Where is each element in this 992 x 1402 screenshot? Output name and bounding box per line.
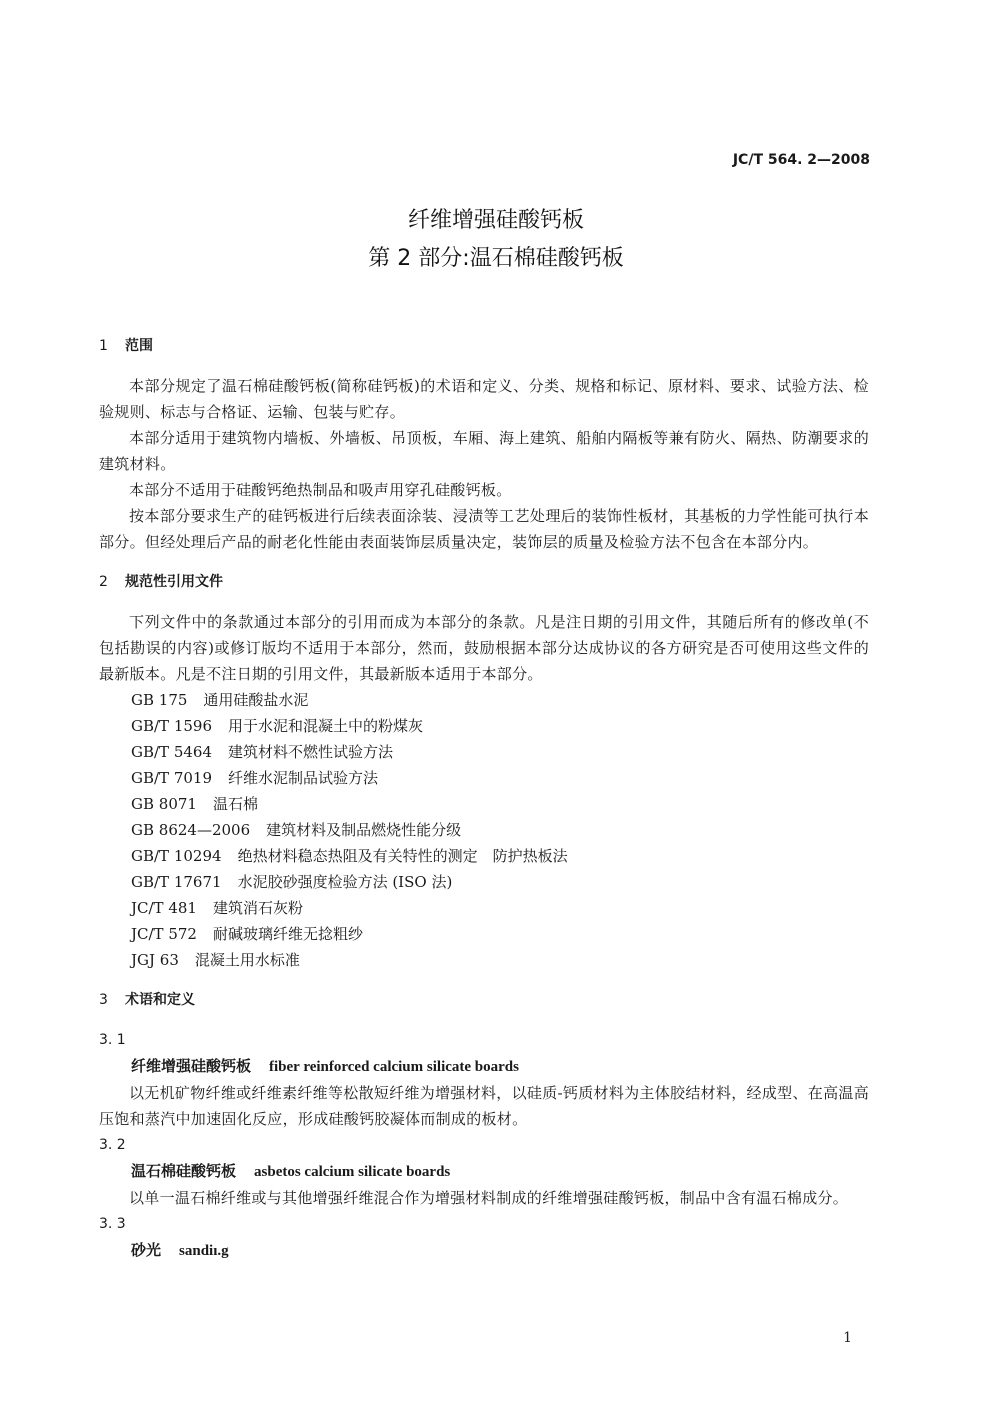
reference-list [99,687,869,973]
section-2-heading [99,569,869,595]
clause-number: 3. 1 [99,1032,126,1048]
reference-code: GB 8071 [131,795,197,813]
reference-code: JGJ 63 [131,951,179,969]
paragraph: 本部分规定了温石棉硅酸钙板(简称硅钙板)的术语和定义、分类、规格和标记、原材料、要求、试验方法、检验规则、标志与合格证、运输、包装与贮存。 [99,377,869,421]
term-heading [99,1237,869,1264]
title-line-1: 纤维增强硅酸钙板 [407,208,584,233]
page-number: 1 [843,1330,852,1346]
title-line-2: 第 2 部分:温石棉硅酸钙板 [368,246,624,271]
reference-title: 绝热材料稳态热阻及有关特性的测定 防护热板法 [237,847,568,865]
section-3-heading [99,987,869,1013]
paragraph: 本部分适用于建筑物内墙板、外墙板、吊顶板，车厢、海上建筑、船舶内隔板等兼有防火、隔热、防潮要求的建筑材料。 [99,429,869,473]
section-number: 2 [99,574,108,590]
term-english: asbetos calcium silicate boards [254,1164,451,1180]
reference-code: GB/T 1596 [131,717,213,735]
reference-item [99,843,869,869]
reference-code: GB 175 [131,691,188,709]
section-title: 规范性引用文件 [125,574,223,590]
reference-item [99,687,869,713]
term-english: sandiı.g [179,1243,229,1259]
term-chinese: 纤维增强硅酸钙板 [131,1057,252,1075]
document-body [99,333,869,1264]
section-1-heading [99,333,869,359]
term-definition: 以单一温石棉纤维或与其他增强纤维混合作为增强材料制成的纤维增强硅酸钙板，制品中含有温石棉成分。 [129,1189,849,1207]
reference-code: GB/T 17671 [131,873,222,891]
reference-title: 建筑材料及制品燃烧性能分级 [266,821,462,839]
document-title [0,202,992,278]
reference-item [99,869,869,895]
section-title: 范围 [125,338,153,354]
reference-item [99,921,869,947]
reference-item [99,895,869,921]
paragraph: 本部分不适用于硅酸钙绝热制品和吸声用穿孔硅酸钙板。 [129,481,512,499]
term-english: fiber reinforced calcium silicate boards [269,1059,519,1075]
section-number: 1 [99,338,108,354]
reference-code: JC/T 481 [131,899,197,917]
reference-title: 温石棉 [212,795,258,813]
reference-code: GB/T 10294 [131,847,222,865]
paragraph: 下列文件中的条款通过本部分的引用而成为本部分的条款。凡是注日期的引用文件，其随后所有的修改单(不包括勘误的内容)或修订版均不适用于本部分，然而，鼓励根据本部分达成协议的各方研究是否可使用这些文件的最新版本。凡是不注日期的引用文件，其最新版本适用于本部分。 [99,613,869,683]
reference-title: 通用硅酸盐水泥 [203,691,309,709]
reference-code: GB/T 7019 [131,769,213,787]
reference-item [99,739,869,765]
reference-item [99,713,869,739]
reference-title: 水泥胶砂强度检验方法 (ISO 法) [237,873,453,891]
reference-code: GB/T 5464 [131,743,213,761]
reference-title: 建筑材料不燃性试验方法 [228,743,394,761]
reference-title: 纤维水泥制品试验方法 [228,769,379,787]
reference-title: 混凝土用水标准 [194,951,300,969]
reference-title: 耐碱玻璃纤维无捻粗纱 [212,925,363,943]
clause-number: 3. 2 [99,1137,126,1153]
reference-item [99,817,869,843]
term-chinese: 砂光 [131,1241,162,1259]
paragraph: 按本部分要求生产的硅钙板进行后续表面涂装、浸渍等工艺处理后的装饰性板材，其基板的力学性能可执行本部分。但经处理后产品的耐老化性能由表面装饰层质量决定，装饰层的质量及检验方法不包含在本部分内。 [99,507,869,551]
reference-code: GB 8624—2006 [131,821,251,839]
reference-code: JC/T 572 [131,925,197,943]
reference-item [99,947,869,973]
reference-title: 建筑消石灰粉 [212,899,303,917]
term-chinese: 温石棉硅酸钙板 [131,1162,237,1180]
clause-number: 3. 3 [99,1216,126,1232]
term-definition: 以无机矿物纤维或纤维素纤维等松散短纤维为增强材料，以硅质-钙质材料为主体胶结材料，经成型、在高温高压饱和蒸汽中加速固化反应，形成硅酸钙胶凝体而制成的板材。 [99,1084,869,1128]
term-heading [99,1053,869,1080]
term-heading [99,1158,869,1185]
section-title: 术语和定义 [125,992,195,1008]
reference-item [99,791,869,817]
reference-item [99,765,869,791]
section-number: 3 [99,992,108,1008]
standard-code: JC/T 564. 2—2008 [732,152,870,168]
reference-title: 用于水泥和混凝土中的粉煤灰 [228,717,424,735]
